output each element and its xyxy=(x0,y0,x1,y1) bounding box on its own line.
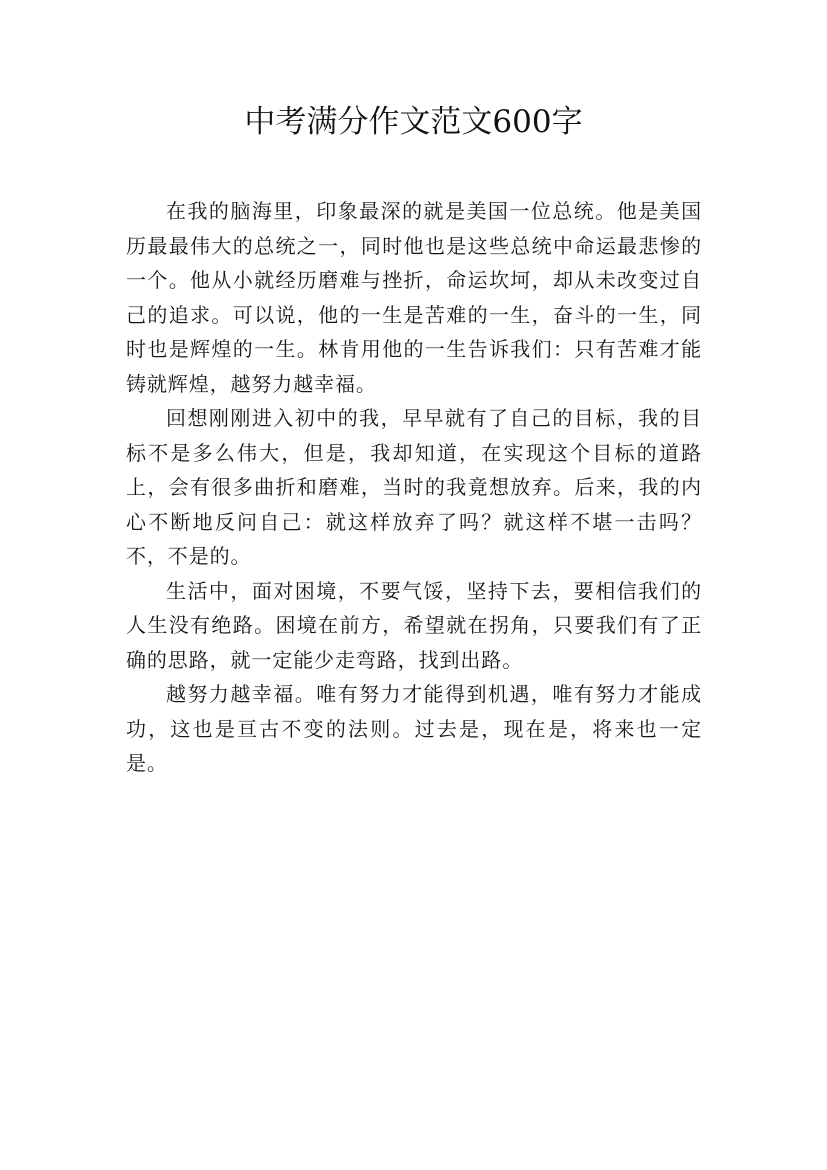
paragraph-4: 越努力越幸福。唯有努力才能得到机遇，唯有努力才能成功，这也是亘古不变的法则。过去是，现在是，将来也一定是。 xyxy=(126,682,702,775)
essay-body xyxy=(126,194,702,781)
paragraph-2: 回想刚刚进入初中的我，早早就有了自己的目标，我的目标不是多么伟大，但是，我却知道，在实现这个目标的道路上，会有很多曲折和磨难，当时的我竟想放弃。后来，我的内心不断地反问自己：就这样放弃了吗？就这样不堪一击吗？不，不是的。 xyxy=(126,406,702,568)
document-title: 中考满分作文范文600字 xyxy=(244,104,583,140)
paragraph-1: 在我的脑海里，印象最深的就是美国一位总统。他是美国历最最伟大的总统之一，同时他也是这些总统中命运最悲惨的一个。他从小就经历磨难与挫折，命运坎坷，却从未改变过自己的追求。可以说，他的一生是苦难的一生，奋斗的一生，同时也是辉煌的一生。林肯用他的一生告诉我们：只有苦难才能铸就辉煌，越努力越幸福。 xyxy=(126,199,702,396)
paragraph-3: 生活中，面对困境，不要气馁，坚持下去，要相信我们的人生没有绝路。困境在前方，希望就在拐角，只要我们有了正确的思路，就一定能少走弯路，找到出路。 xyxy=(126,578,702,672)
